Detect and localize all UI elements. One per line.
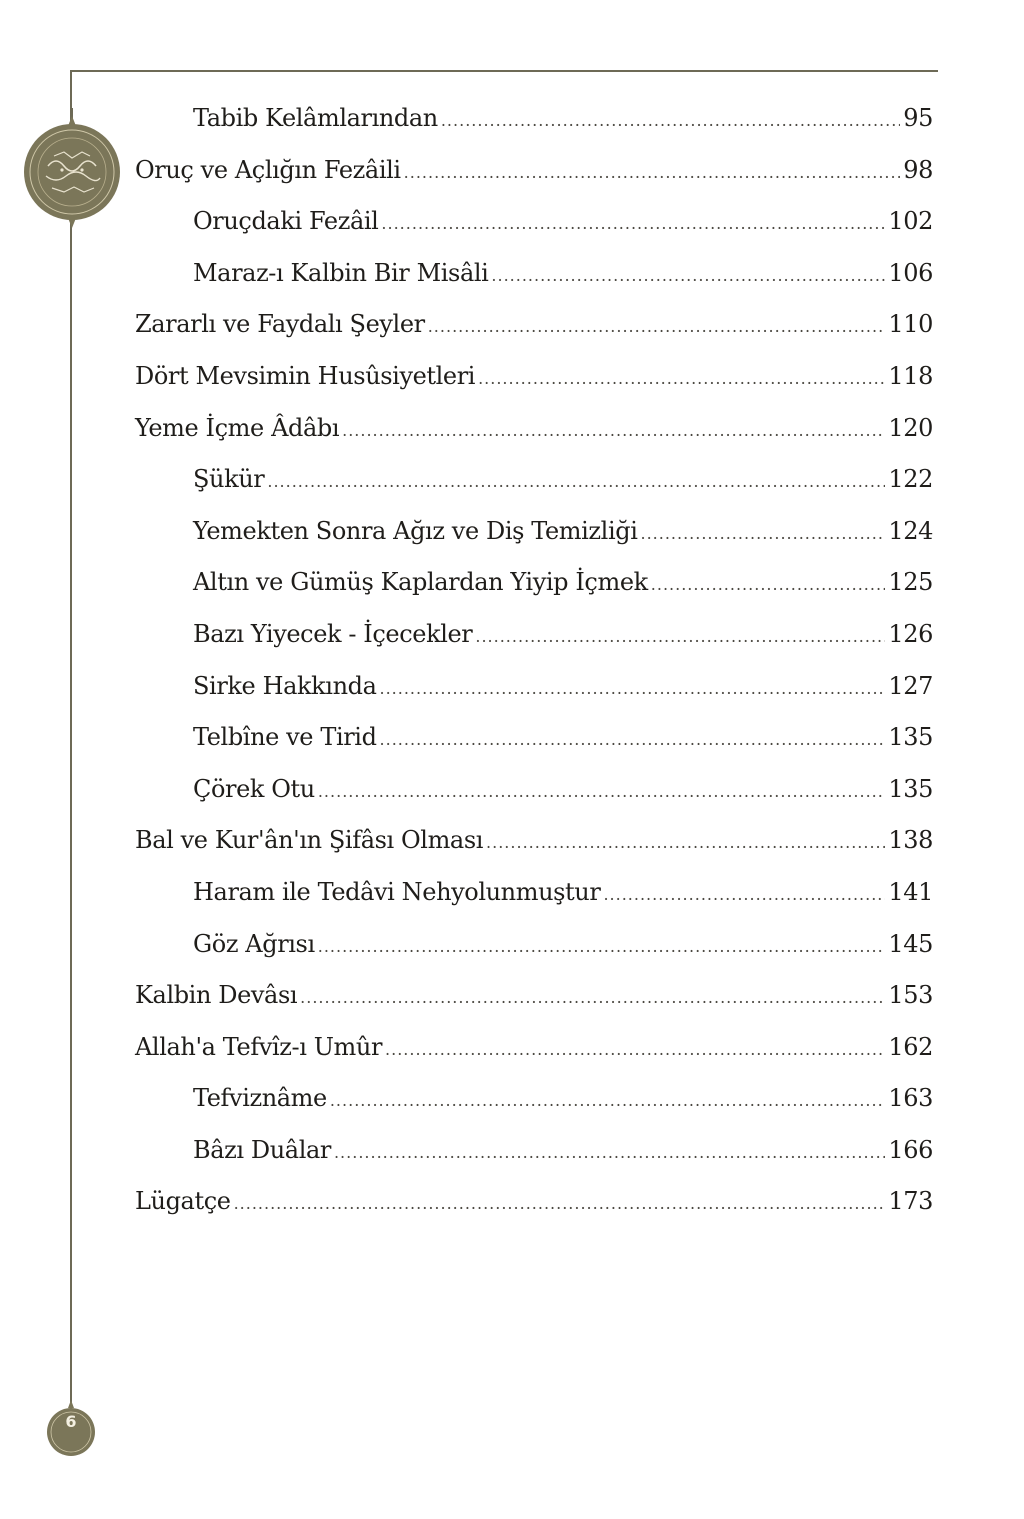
toc-entry-page: 102 [888, 207, 933, 236]
toc-entry-title: Şükür [193, 465, 265, 494]
toc-leader-dots [318, 782, 886, 801]
toc-leader-dots [342, 421, 885, 440]
page-number: 6 [65, 1412, 77, 1431]
toc-entry-page: 120 [888, 413, 933, 442]
toc-entry-title: Çörek Otu [193, 774, 315, 803]
toc-leader-dots [478, 369, 885, 388]
toc-entry-page: 125 [888, 568, 933, 597]
toc-leader-dots [640, 524, 885, 543]
toc-entry[interactable] [135, 826, 933, 878]
toc-entry[interactable] [135, 156, 933, 208]
toc-leader-dots [404, 163, 901, 182]
toc-entry-page: 110 [888, 310, 933, 339]
toc-leader-dots [651, 575, 886, 594]
toc-entry-page: 127 [888, 671, 933, 700]
toc-leader-dots [334, 1143, 885, 1162]
toc-entry-title: Yemekten Sonra Ağız ve Diş Temizliği [193, 516, 638, 545]
toc-entry-page: 163 [888, 1084, 933, 1113]
frame-top-rule [70, 70, 938, 72]
toc-entry[interactable] [135, 568, 933, 620]
toc-entry-page: 106 [888, 258, 933, 287]
toc-entry-page: 135 [888, 774, 933, 803]
toc-entry-title: Bâzı Duâlar [193, 1135, 331, 1164]
toc-entry[interactable] [135, 310, 933, 362]
toc-entry-title: Oruçdaki Fezâil [193, 207, 379, 236]
toc-entry-title: Bal ve Kur'ân'ın Şifâsı Olması [135, 826, 484, 855]
toc-entry[interactable] [135, 517, 933, 569]
toc-entry-page: 95 [903, 104, 933, 132]
toc-entry[interactable] [135, 930, 933, 982]
toc-leader-dots [385, 1040, 885, 1059]
toc-entry-title: Haram ile Tedâvi Nehyolunmuştur [193, 877, 601, 906]
toc-entry-title: Göz Ağrısı [193, 929, 315, 958]
toc-entry-page: 173 [888, 1187, 933, 1216]
toc-entry-title: Oruç ve Açlığın Fezâili [135, 155, 401, 184]
toc-entry-title: Tefviznâme [193, 1084, 327, 1113]
toc-entry-title: Kalbin Devâsı [135, 981, 298, 1010]
toc-leader-dots [381, 214, 885, 233]
toc-entry-page: 126 [888, 619, 933, 648]
toc-entry-page: 162 [888, 1032, 933, 1061]
toc-entry[interactable] [135, 465, 933, 517]
toc-entry[interactable] [135, 775, 933, 827]
toc-entry-page: 145 [888, 929, 933, 958]
toc-entry[interactable] [135, 104, 933, 156]
toc-entry-page: 141 [888, 877, 933, 906]
toc-entry[interactable] [135, 981, 933, 1033]
table-of-contents [135, 104, 933, 1239]
frame-left-rule [70, 70, 72, 1440]
toc-entry-page: 122 [888, 465, 933, 494]
toc-entry[interactable] [135, 620, 933, 672]
toc-entry-page: 153 [888, 981, 933, 1010]
toc-leader-dots [330, 1091, 886, 1110]
toc-entry-title: Lügatçe [135, 1187, 231, 1216]
toc-leader-dots [300, 988, 885, 1007]
toc-entry-title: Dört Mevsimin Husûsiyetleri [135, 361, 476, 390]
toc-leader-dots [603, 885, 885, 904]
toc-entry-title: Bazı Yiyecek - İçecekler [193, 619, 473, 648]
toc-leader-dots [475, 627, 885, 646]
toc-entry[interactable] [135, 259, 933, 311]
toc-entry-page: 98 [903, 155, 933, 184]
toc-entry[interactable] [135, 1136, 933, 1188]
toc-entry[interactable] [135, 1084, 933, 1136]
toc-entry-title: Yeme İçme Âdâbı [135, 413, 340, 442]
toc-entry-page: 135 [888, 723, 933, 752]
toc-leader-dots [267, 472, 885, 491]
toc-entry-title: Allah'a Tefvîz-ı Umûr [135, 1032, 383, 1061]
toc-entry-title: Zararlı ve Faydalı Şeyler [135, 310, 425, 339]
toc-leader-dots [380, 730, 886, 749]
toc-entry[interactable] [135, 207, 933, 259]
toc-entry[interactable] [135, 1187, 933, 1239]
toc-entry[interactable] [135, 362, 933, 414]
toc-leader-dots [428, 317, 886, 336]
toc-leader-dots [486, 833, 885, 852]
toc-entry-title: Maraz-ı Kalbin Bir Misâli [193, 258, 489, 287]
toc-entry[interactable] [135, 672, 933, 724]
toc-entry[interactable] [135, 878, 933, 930]
calligraphy-medallion-icon [22, 108, 122, 236]
toc-leader-dots [234, 1194, 886, 1213]
toc-entry-page: 166 [888, 1135, 933, 1164]
toc-entry-page: 124 [888, 516, 933, 545]
toc-entry-title: Altın ve Gümüş Kaplardan Yiyip İçmek [193, 568, 648, 597]
toc-entry-title: Tabib Kelâmlarından [193, 104, 438, 132]
toc-entry[interactable] [135, 414, 933, 466]
toc-entry[interactable] [135, 723, 933, 775]
toc-entry-title: Telbîne ve Tirid [193, 723, 377, 752]
toc-leader-dots [380, 679, 886, 698]
toc-entry[interactable] [135, 1033, 933, 1085]
toc-entry-page: 118 [888, 361, 933, 390]
toc-leader-dots [491, 266, 885, 285]
toc-leader-dots [318, 937, 886, 956]
toc-entry-page: 138 [888, 826, 933, 855]
toc-entry-title: Sirke Hakkında [193, 671, 377, 700]
toc-leader-dots [441, 111, 900, 130]
